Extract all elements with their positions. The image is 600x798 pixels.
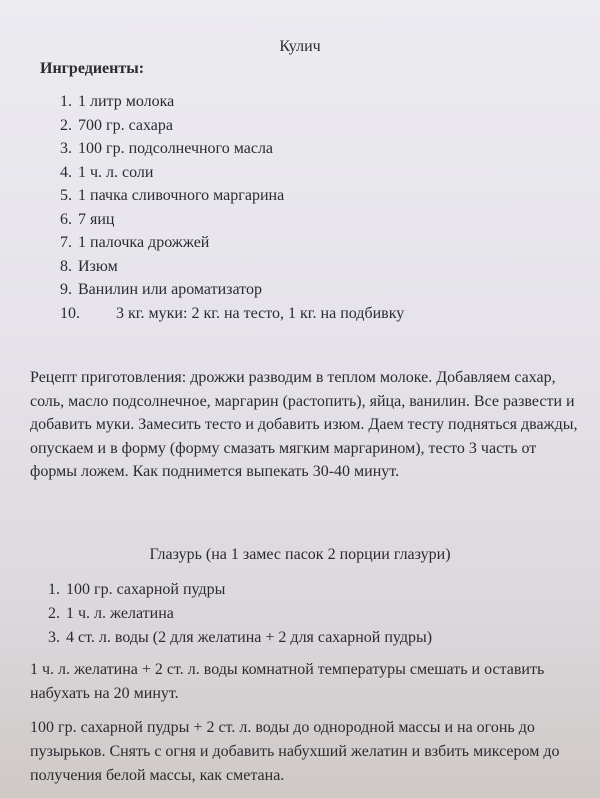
list-item [60,137,404,161]
list-item [48,602,432,626]
list-item [60,278,404,302]
item-text: 100 гр. подсолнечного масла [78,140,274,157]
item-number: 7. [60,234,72,251]
ingredients-heading: Ингредиенты: [40,60,145,77]
list-item [60,114,404,138]
item-number: 4. [60,163,72,181]
item-text: 3 кг. муки: 2 кг. на тесто, 1 кг. на подбивку [116,304,405,322]
list-item [60,302,404,326]
list-item [48,578,432,602]
item-number: 1. [60,93,72,110]
list-item [48,626,432,650]
glaze-heading: Глазурь (на 1 замес пасок 2 порции глазури) [149,546,451,563]
item-number: 6. [60,210,72,228]
item-number: 2. [48,605,60,622]
item-text: 1 ч. л. соли [78,163,154,181]
item-number: 2. [60,116,72,134]
ingredients-list [60,90,404,325]
item-text: 1 пачка сливочного маргарина [78,187,285,204]
glaze-list [48,578,432,650]
item-text: 4 ст. л. воды (2 для желатина + 2 для сахарной пудры) [66,629,433,646]
list-item [60,90,404,114]
list-item [60,255,404,279]
item-text: 100 гр. сахарной пудры [66,581,226,598]
glaze-step-1: 1 ч. л. желатина + 2 ст. л. воды комнатной температуры смешать и оставить набухать на 20 минут. [30,661,545,702]
list-item [60,161,404,185]
item-text: 1 ч. л. желатина [66,605,174,622]
item-text: 700 гр. сахара [78,116,173,134]
list-item [60,208,404,232]
item-number: 1. [48,581,60,598]
item-text: Ванилин или ароматизатор [78,281,262,298]
item-text: 1 литр молока [78,93,175,110]
item-number: 3. [60,140,72,157]
item-number: 10. [60,304,80,322]
item-text: Изюм [78,257,118,275]
glaze-step-2: 100 гр. сахарной пудры + 2 ст. л. воды до однородной массы и на огонь до пузырьков. Снять с огня и добавить набухший желатин и взбить миксером до получения белой массы, как сметана. [30,719,560,784]
item-text: 7 яиц [78,210,115,228]
recipe-text: Рецепт приготовления: дрожжи разводим в теплом молоке. Добавляем сахар, соль, масло подсолнечное, маргарин (растопить), яйца, ванилин. Все развести и добавить муки. Замесить тесто и добавить изюм. Даем тесту подняться дважды, опускаем и в форму (форму смазать мягким маргарином), тесто 3 часть от формы ложем. Как поднимется выпекать 30-40 минут. [30,369,578,480]
item-number: 8. [60,257,72,275]
page-title: Кулич [279,38,321,55]
item-number: 3. [48,629,60,646]
list-item [60,184,404,208]
item-number: 9. [60,281,72,298]
item-number: 5. [60,187,72,204]
item-text: 1 палочка дрожжей [78,234,210,251]
list-item [60,231,404,255]
